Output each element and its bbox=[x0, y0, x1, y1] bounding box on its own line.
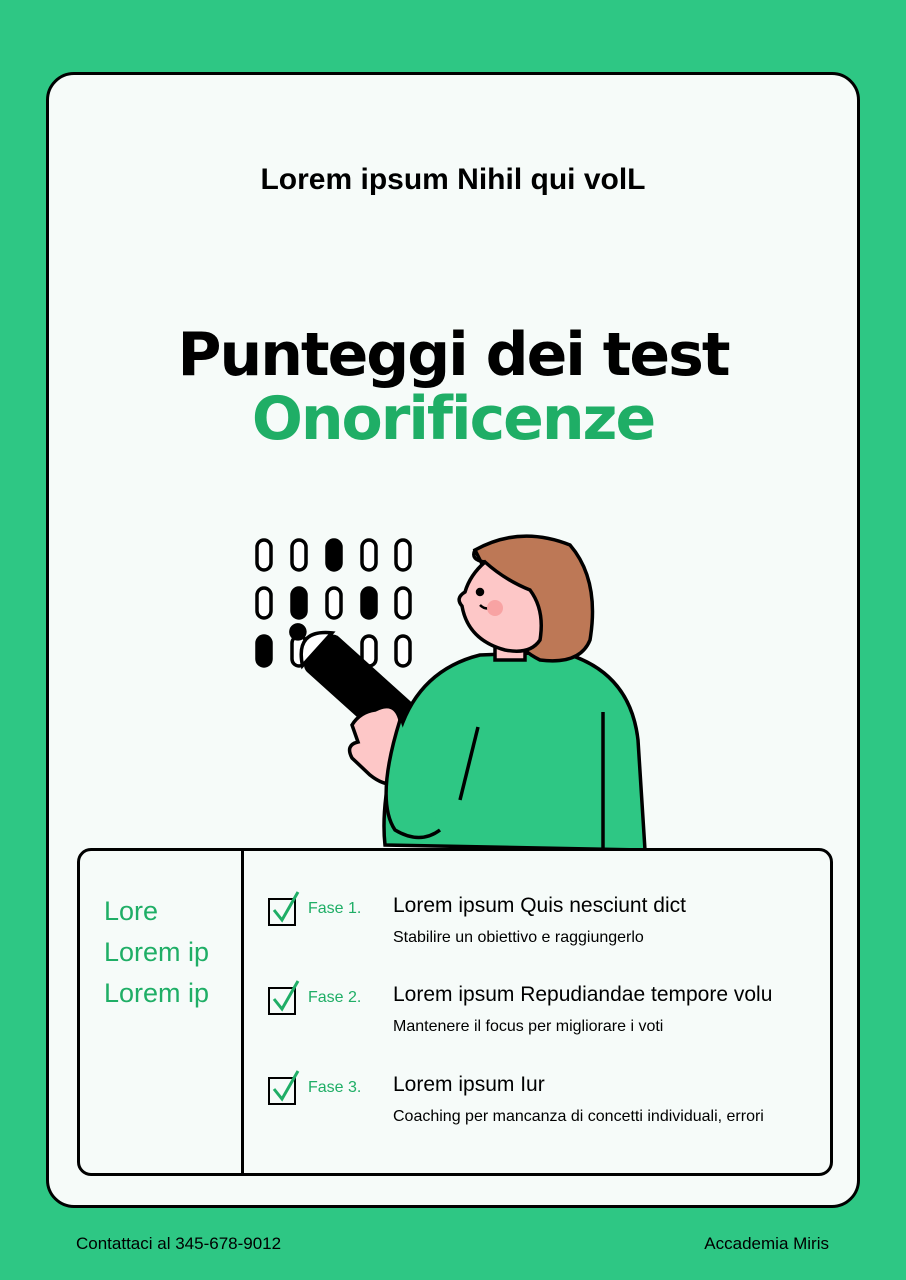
subtitle: Lorem ipsum Nihil qui volL bbox=[260, 163, 646, 196]
step-2 bbox=[268, 983, 828, 1053]
step-description: Mantenere il focus per migliorare i voti bbox=[393, 1018, 664, 1035]
sidebar-item: Lorem ip bbox=[104, 937, 210, 967]
checkbox-checked-icon bbox=[268, 898, 296, 926]
divider bbox=[241, 851, 244, 1173]
step-label: Fase 1. bbox=[308, 900, 362, 917]
person-icon bbox=[384, 536, 645, 850]
checkbox-checked-icon bbox=[268, 1077, 296, 1105]
step-label: Fase 2. bbox=[308, 989, 362, 1006]
sidebar-item: Lore bbox=[104, 896, 159, 926]
page-title: Punteggi dei test bbox=[177, 320, 729, 390]
step-description: Coaching per mancanza di concetti individuali, errori bbox=[393, 1108, 764, 1125]
sidebar bbox=[104, 891, 209, 1014]
step-title: Lorem ipsum Quis nesciunt dict bbox=[393, 894, 686, 917]
checkbox-checked-icon bbox=[268, 987, 296, 1015]
footer-contact: Contattaci al 345-678-9012 bbox=[76, 1234, 282, 1253]
step-label: Fase 3. bbox=[308, 1079, 362, 1096]
step-title: Lorem ipsum Iur bbox=[393, 1073, 545, 1096]
steps-panel bbox=[77, 848, 833, 1176]
footer-brand: Accademia Miris bbox=[704, 1234, 829, 1253]
sidebar-item: Lorem ip bbox=[104, 978, 210, 1008]
step-3 bbox=[268, 1073, 828, 1143]
step-description: Stabilire un obiettivo e raggiungerlo bbox=[393, 929, 644, 946]
step-title: Lorem ipsum Repudiandae tempore volu bbox=[393, 983, 773, 1006]
blush-icon bbox=[487, 600, 503, 616]
page-title-accent: Onorificenze bbox=[251, 384, 655, 454]
step-1 bbox=[268, 894, 828, 964]
